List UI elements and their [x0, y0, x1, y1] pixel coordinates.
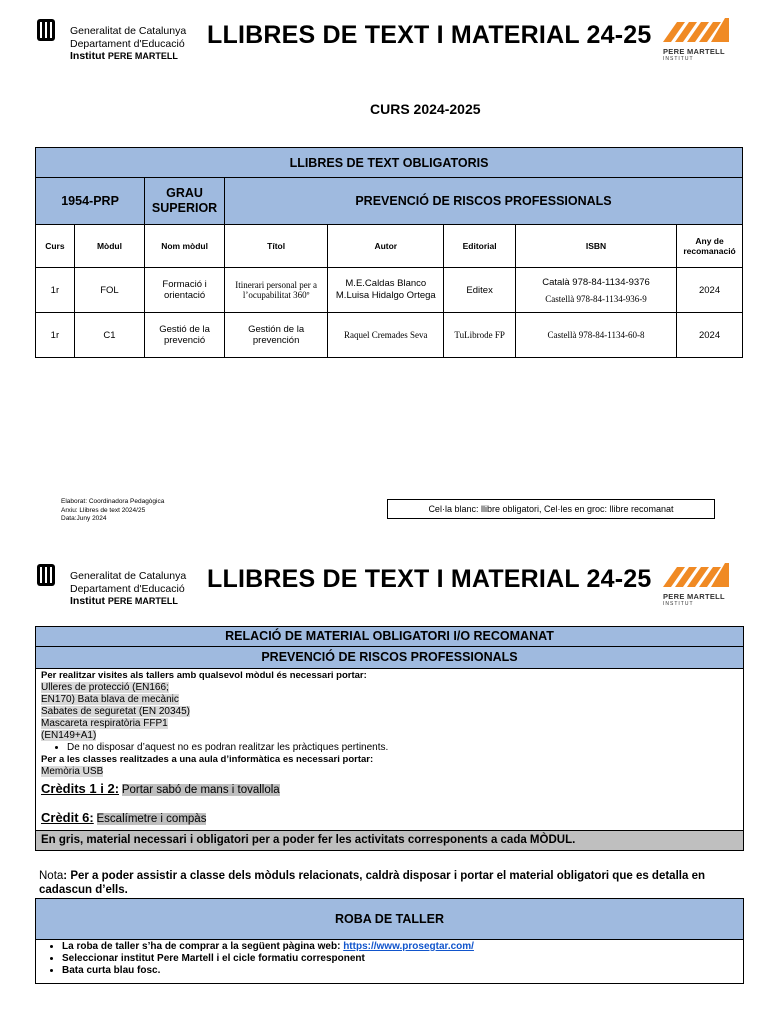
- credit6-text: Escalímetre i compàs: [96, 813, 207, 825]
- cell-modul: FOL: [74, 268, 144, 313]
- table-row: [36, 268, 743, 313]
- cell-any: 2024: [677, 313, 743, 358]
- gray-note: En gris, material necessari i obligatori per a poder fer les activitats corresponents a cada MÒDUL.: [36, 830, 743, 850]
- roba-item1-text: La roba de taller s’ha de comprar a la següent pàgina web:: [62, 941, 344, 952]
- gencat-logo-icon: [37, 564, 55, 586]
- gencat-line1: Generalitat de Catalunya: [70, 570, 187, 582]
- cycle-name: PREVENCIÓ DE RISCOS PROFESSIONALS: [224, 178, 742, 225]
- page-title: LLIBRES DE TEXT I MATERIAL 24-25: [207, 21, 652, 49]
- doc-footer-info: [61, 498, 164, 524]
- pere-martell-logo-icon: [663, 563, 729, 587]
- textbooks-table: [35, 147, 743, 358]
- visites-list: [41, 682, 738, 742]
- cell-editorial: Editex: [444, 268, 516, 313]
- cell-isbn: Castellà 978-84-1134-60-8: [515, 313, 676, 358]
- gencat-logo-icon: [37, 19, 55, 41]
- col-curs: Curs: [36, 225, 75, 268]
- col-any: Any de recomanació: [677, 225, 743, 268]
- list-item: • Bata curta blau fosc.: [62, 965, 743, 977]
- isbn-castella: Castellà 978-84-1134-936-9: [545, 293, 647, 304]
- col-isbn: ISBN: [515, 225, 676, 268]
- cell-any: 2024: [677, 268, 743, 313]
- material-cycle: PREVENCIÓ DE RISCOS PROFESSIONALS: [36, 647, 743, 669]
- institut-name: PERE MARTELL: [107, 596, 178, 606]
- gencat-line1: Generalitat de Catalunya: [70, 25, 187, 37]
- cell-titol: Itinerari personal per a l’ocupabilitat 360º: [224, 268, 327, 313]
- page-title: LLIBRES DE TEXT I MATERIAL 24-25: [207, 565, 652, 593]
- logo-sub: INSTITUT: [663, 601, 694, 607]
- list-item: Mascareta respiratòria FFP1: [41, 718, 168, 729]
- list-item: EN170) Bata blava de mecànic: [41, 694, 179, 705]
- institut-word: Institut: [70, 595, 105, 607]
- gencat-logo: [37, 564, 55, 591]
- cell-nom: Gestió de la prevenció: [145, 313, 225, 358]
- cell-isbn: [515, 268, 676, 313]
- prosegtar-link[interactable]: https://www.prosegtar.com/: [343, 941, 474, 952]
- col-nom-modul: Nom mòdul: [145, 225, 225, 268]
- cell-nom: Formació i orientació: [145, 268, 225, 313]
- pere-martell-logo-icon: [663, 18, 729, 42]
- cell-titol: Gestión de la prevención: [224, 313, 327, 358]
- institut-name: PERE MARTELL: [107, 51, 178, 61]
- material-title: RELACIÓ DE MATERIAL OBLIGATORI I/O RECOMANAT: [36, 627, 743, 647]
- credits-text: Portar sabó de mans i tovallola: [121, 784, 280, 796]
- informatica-heading: Per a les classes realitzades a una aula d’informàtica es necessari portar:: [41, 754, 374, 765]
- pere-martell-logo: [663, 563, 731, 607]
- cell-autor: Raquel Cremades Seva: [328, 313, 444, 358]
- pere-martell-logo: [663, 18, 731, 62]
- list-item: • Seleccionar institut Pere Martell i el cicle formatiu corresponent: [62, 953, 743, 965]
- cell-modul: C1: [74, 313, 144, 358]
- table-title: LLIBRES DE TEXT OBLIGATORIS: [36, 148, 743, 178]
- cell-curs: 1r: [36, 313, 75, 358]
- warning-item: • De no disposar d’aquest no es podran realitzar les pràctiques pertinents.: [67, 742, 738, 754]
- footer-elaborat: Elaborat: Coordinadora Pedagògica: [61, 498, 165, 505]
- cell-editorial: TuLibrode FP: [444, 313, 516, 358]
- credit-6: [41, 809, 738, 829]
- nota-paragraph: [39, 869, 739, 897]
- material-body: [36, 669, 743, 830]
- roba-table: [35, 898, 744, 984]
- material-table: [35, 626, 744, 851]
- gencat-text: [70, 25, 186, 63]
- gencat-text: [70, 570, 186, 608]
- col-editorial: Editorial: [444, 225, 516, 268]
- institut-word: Institut: [70, 50, 105, 62]
- legend-box: Cel·la blanc: llibre obligatori, Cel·les en groc: llibre recomanat: [387, 499, 715, 519]
- footer-data: Data:Juny 2024: [61, 515, 107, 522]
- roba-title: ROBA DE TALLER: [36, 899, 743, 940]
- cell-curs: 1r: [36, 268, 75, 313]
- isbn-catala: Català 978-84-1134-9376: [542, 276, 650, 288]
- curs-label: CURS 2024-2025: [370, 101, 481, 117]
- gencat-line2: Departament d'Educació: [70, 582, 185, 595]
- institut-line: [70, 50, 186, 63]
- gencat-logo: [37, 19, 55, 46]
- col-autor: Autor: [328, 225, 444, 268]
- institut-line: [70, 595, 186, 608]
- warning-list: [41, 742, 738, 754]
- list-item: [62, 941, 743, 953]
- nota-label: Nota: [39, 870, 64, 882]
- list-item: (EN149+A1): [41, 730, 97, 741]
- grau-label: GRAU SUPERIOR: [145, 178, 225, 225]
- credits-1-2: [41, 780, 738, 800]
- visites-heading: Per realitzar visites als tallers amb qualsevol mòdul és necessari portar:: [41, 670, 367, 681]
- list-item: Ulleres de protecció (EN166;: [41, 682, 169, 693]
- informatica-item: Memòria USB: [41, 766, 104, 777]
- credits-label: Crèdits 1 i 2:: [41, 781, 120, 796]
- logo-name: PERE MARTELL: [663, 47, 725, 56]
- credit6-label: Crèdit 6:: [41, 810, 94, 825]
- nota-text: : Per a poder assistir a classe dels mòduls relacionats, caldrà disposar i portar el material obligatori que es detalla en cadascun d’ells.: [39, 870, 705, 896]
- footer-arxiu: Arxiu: Llibres de text 2024/25: [61, 506, 146, 514]
- col-modul: Mòdul: [74, 225, 144, 268]
- list-item: Sabates de seguretat (EN 20345): [41, 706, 190, 717]
- gencat-line2: Departament d'Educació: [70, 37, 185, 50]
- logo-name: PERE MARTELL: [663, 592, 725, 601]
- logo-sub: INSTITUT: [663, 56, 694, 62]
- table-row: [36, 313, 743, 358]
- cell-autor: M.E.Caldas Blanco M.Luisa Hidalgo Ortega: [328, 268, 444, 313]
- cycle-code: 1954-PRP: [36, 178, 145, 225]
- col-titol: Títol: [224, 225, 327, 268]
- roba-list: [36, 940, 743, 983]
